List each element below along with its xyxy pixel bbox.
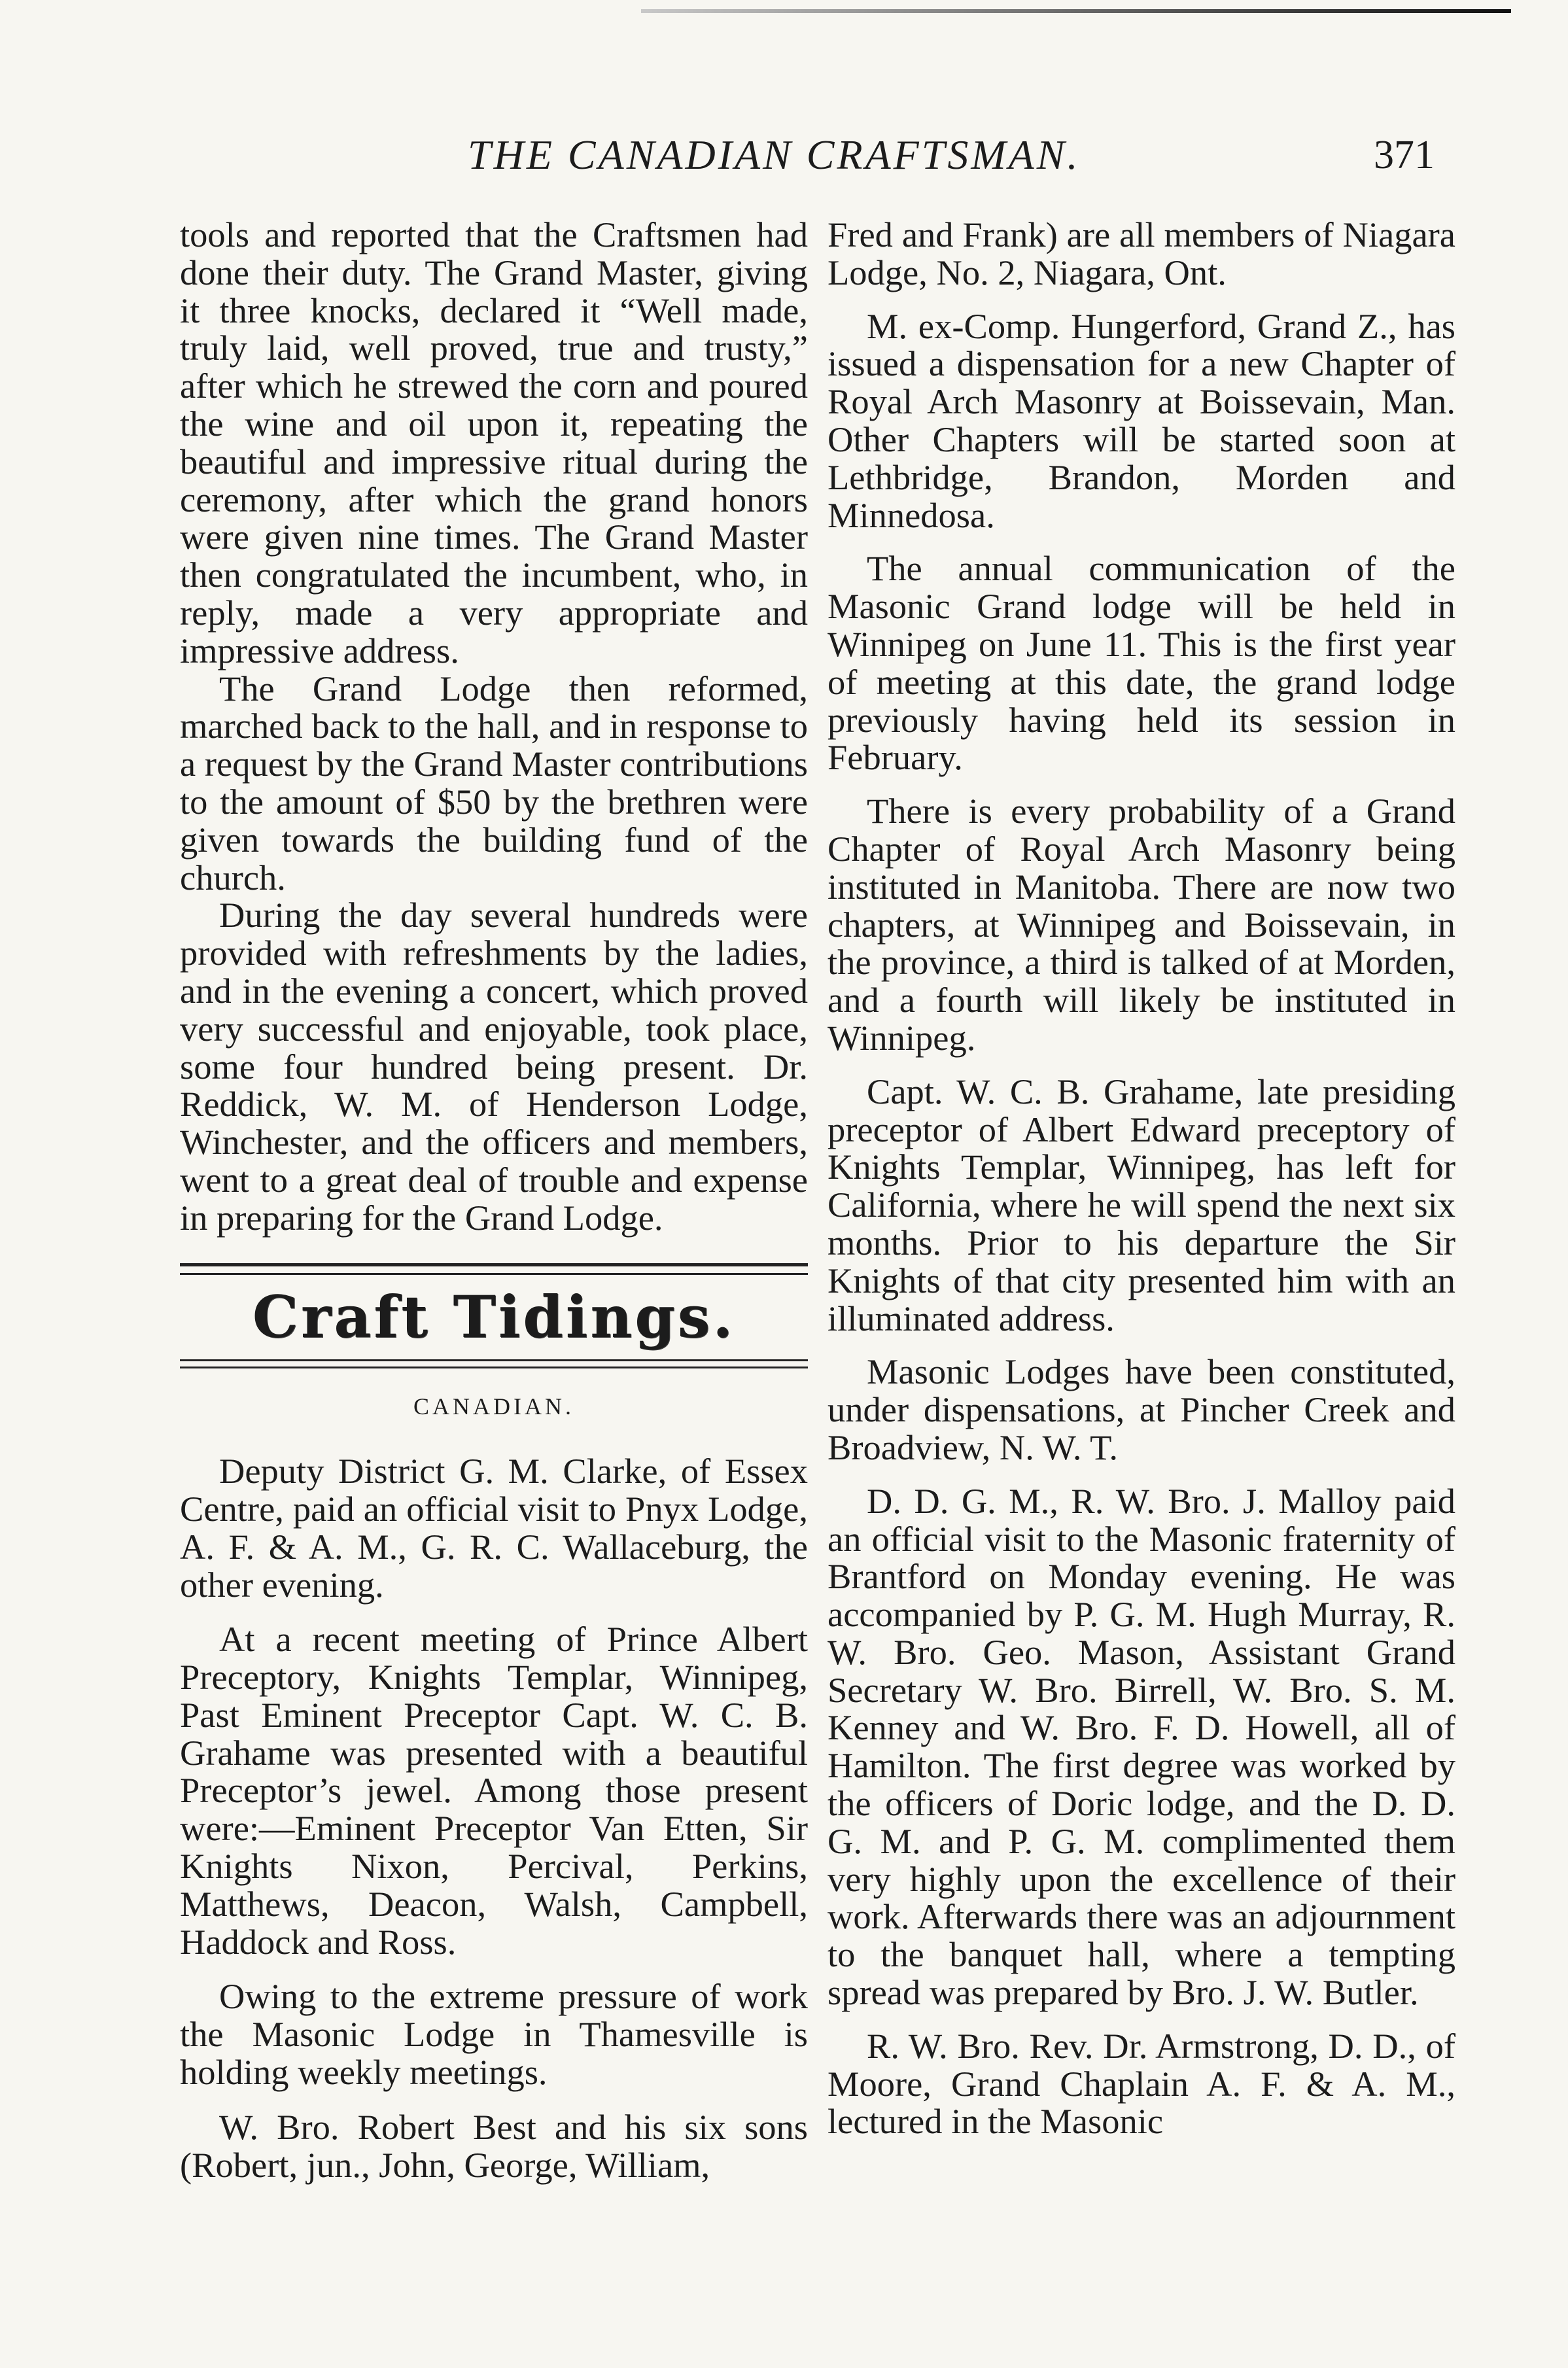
paragraph: The Grand Lodge then reformed, marched back to the hall, and in response to a request by the Grand Master contributions to the amount of $50 by the brethren were given towards the building fund of the church. [180, 668, 808, 897]
paragraph: Fred and Frank) are all members of Niagara Lodge, No. 2, Niagara, Ont. [828, 215, 1455, 292]
subheading: CANADIAN. [413, 1393, 574, 1420]
paragraph: M. ex-Comp. Hungerford, Grand Z., has issued a dispensation for a new Chapter of Royal Arch Masonry at Boissevain, Man. Other Chapters will be started soon at Lethbridge, Brandon, Morden and Minnedosa. [828, 305, 1455, 535]
page-number: 371 [1374, 133, 1435, 177]
paragraph: tools and reported that the Craftsmen had done their duty. The Grand Master, giving it three knocks, declared it “Well made, truly laid, well proved, true and trusty,” after which he strewed the corn and poured the wine and oil upon it, repeating the beautiful and impressive ritual during the ceremony, after which the grand honors were given nine times. The Grand Master then congratulated the incumbent, who, in reply, made a very appropriate and impressive address. [180, 215, 808, 670]
paragraph: The annual communication of the Masonic Grand lodge will be held in Winnipeg on June 11. This is the first year of meeting at this date, the grand lodge previously having held its session in February. [828, 548, 1455, 778]
top-rule [641, 9, 1511, 13]
right-column [828, 216, 1455, 2156]
news-item: Deputy District G. M. Clarke, of Essex Centre, paid an official visit to Pnyx Lodge, A. F. & A. M., G. R. C. Wallaceburg, the other evening. [180, 1451, 808, 1605]
news-item: W. Bro. Robert Best and his six sons (Robert, jun., John, George, William, [180, 2106, 808, 2185]
paragraph: Capt. W. C. B. Grahame, late presiding preceptor of Albert Edward preceptory of Knights Templar, Winnipeg, has left for California, where he will spend the next six months. Prior to his departure the Sir Knights of that city presented him with an illuminated address. [828, 1071, 1455, 1338]
news-item: Owing to the extreme pressure of work the Masonic Lodge in Thamesville is holding weekly meetings. [180, 1976, 808, 2093]
paragraph: D. D. G. M., R. W. Bro. J. Malloy paid an official visit to the Masonic fraternity of Brantford on Monday evening. He was accompanied by P. G. M. Hugh Murray, R. W. Bro. Geo. Mason, Assistant Grand Secretary W. Bro. Birrell, W. Bro. S. M. Kenney and W. Bro. F. D. Howell, all of Hamilton. The first degree was worked by the officers of Doric lodge, and the D. D. G. M. and P. G. M. complimented them very highly upon the excellence of their work. Afterwards there was an adjournment to the banquet hall, where a tempting spread was prepared by Bro. J. W. Butler. [828, 1480, 1455, 2013]
paragraph: There is every probability of a Grand Chapter of Royal Arch Masonry being instituted in Manitoba. There are now two chapters, at Winnipeg and Boissevain, in the province, a third is talked of at Morden, and a fourth will likely be instituted in Winnipeg. [828, 791, 1455, 1058]
left-column [180, 216, 808, 2201]
section-divider [180, 1263, 808, 1275]
news-item: At a recent meeting of Prince Albert Preceptory, Knights Templar, Winnipeg, Past Eminent Preceptor Capt. W. C. B. Grahame was presented with a beautiful Preceptor’s jewel. Among those present were:—Eminent Preceptor Van Etten, Sir Knights Nixon, Percival, Perkins, Matthews, Deacon, Walsh, Campbell, Haddock and Ross. [180, 1619, 808, 1962]
section-title-underline [180, 1359, 808, 1368]
paragraph: Masonic Lodges have been constituted, under dispensations, at Pincher Creek and Broadview, N. W. T. [828, 1351, 1455, 1467]
running-title: THE CANADIAN CRAFTSMAN. [468, 131, 1081, 178]
section-title: Craft Tidings. [252, 1282, 736, 1351]
paragraph: R. W. Bro. Rev. Dr. Armstrong, D. D., of Moore, Grand Chaplain A. F. & A. M., lectured in the Masonic [828, 2025, 1455, 2142]
paragraph: During the day several hundreds were provided with refreshments by the ladies, and in the evening a concert, which proved very successful and enjoyable, took place, some four hundred being present. Dr. Reddick, W. M. of Henderson Lodge, Winchester, and the officers and members, went to a great deal of trouble and expense in preparing for the Grand Lodge. [180, 895, 808, 1238]
